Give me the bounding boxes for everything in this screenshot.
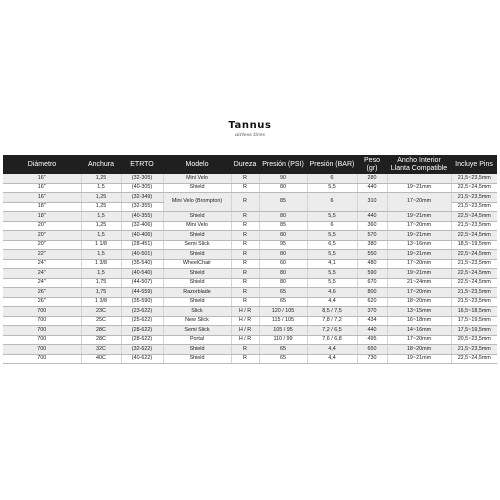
table-cell: 19~21mm (387, 354, 451, 364)
table-cell: 22,5~24,5mm (451, 278, 497, 288)
table-cell: 20,5~23,5mm (451, 335, 497, 345)
table-cell: R (231, 193, 259, 212)
table-cell: Shield (163, 231, 231, 241)
table-cell: 4,4 (307, 345, 357, 355)
table-cell: 16" (3, 183, 81, 193)
table-cell: Shield (163, 269, 231, 279)
column-header: Incluye Pins (451, 155, 497, 174)
table-cell: R (231, 278, 259, 288)
table-cell: 280 (357, 174, 387, 183)
table-cell: 21~24mm (387, 278, 451, 288)
table-cell: 22,5~24,5mm (451, 212, 497, 222)
column-header: Dureza (231, 155, 259, 174)
table-cell: Portal (163, 335, 231, 345)
table-cell: 26" (3, 297, 81, 307)
table-cell: 80 (259, 231, 307, 241)
table-cell: WheelChair (163, 259, 231, 269)
table-cell: 480 (357, 259, 387, 269)
table-cell: 18,5~19,5mm (451, 240, 497, 250)
table-cell: 24" (3, 269, 81, 279)
table-cell: 495 (357, 335, 387, 345)
table-cell: (40-355) (121, 212, 163, 222)
table-cell: 21,5~23,5mm (451, 259, 497, 269)
table-cell: 17,5~19,5mm (451, 326, 497, 336)
table-cell: 115 / 105 (259, 316, 307, 326)
column-header: ETRTO (121, 155, 163, 174)
table-cell: 80 (259, 250, 307, 260)
table-row (3, 345, 497, 355)
table-cell: 1 3/8 (81, 259, 121, 269)
table-cell: 21,5~23,5mm (451, 202, 497, 212)
table-cell: 21,5~23,5mm (451, 345, 497, 355)
table-cell: 7,2 / 6,5 (307, 326, 357, 336)
table-cell: 85 (259, 193, 307, 212)
table-cell: R (231, 269, 259, 279)
table-cell: 23C (81, 307, 121, 317)
table-cell: R (231, 288, 259, 298)
table-cell: 80 (259, 183, 307, 193)
table-cell: (40-501) (121, 250, 163, 260)
table-cell: 1,25 (81, 193, 121, 203)
table-cell: (32-349) (121, 193, 163, 203)
table-cell: Mini Velo (163, 174, 231, 183)
table-cell: 19~21mm (387, 269, 451, 279)
column-header: Ancho Interior Llanta Compatible (387, 155, 451, 174)
table-cell: (35-590) (121, 297, 163, 307)
table-row (3, 250, 497, 260)
table-cell: 80 (259, 212, 307, 222)
table-cell: 7,8 / 7,2 (307, 316, 357, 326)
table-cell: 1 3/8 (81, 297, 121, 307)
table-cell: R (231, 259, 259, 269)
table-cell: 22,5~24,5mm (451, 183, 497, 193)
table-cell: (32-355) (121, 202, 163, 212)
table-cell: 80 (259, 269, 307, 279)
table-cell: Shield (163, 278, 231, 288)
table-row (3, 174, 497, 183)
brand-header (0, 120, 500, 138)
table-cell: 6 (307, 221, 357, 231)
table-cell: R (231, 250, 259, 260)
table-cell: 5,5 (307, 278, 357, 288)
table-row (3, 307, 497, 317)
table-cell: 434 (357, 316, 387, 326)
table-cell: 700 (3, 335, 81, 345)
brand-logo: Tannus (228, 120, 272, 131)
table-header (3, 155, 497, 174)
table-row (3, 297, 497, 307)
table-cell: 85 (259, 221, 307, 231)
table-cell: (40-540) (121, 269, 163, 279)
table-cell: 19~21mm (387, 212, 451, 222)
table-cell: Semi Slick (163, 326, 231, 336)
table-cell: 5,5 (307, 183, 357, 193)
table-cell: 40C (81, 354, 121, 364)
table-cell: R (231, 354, 259, 364)
table-cell: 370 (357, 307, 387, 317)
table-cell: 730 (357, 354, 387, 364)
table-cell: (44-507) (121, 278, 163, 288)
table-cell: R (231, 297, 259, 307)
table-row (3, 269, 497, 279)
table-cell: 570 (357, 231, 387, 241)
table-cell: (32-622) (121, 345, 163, 355)
table-cell: 17~20mm (387, 335, 451, 345)
table-cell: 4,6 (307, 288, 357, 298)
table-cell: Mini Velo (Brompton) (163, 193, 231, 212)
table-row (3, 288, 497, 298)
table-cell: 360 (357, 221, 387, 231)
table-cell: 1,5 (81, 250, 121, 260)
table-cell: 590 (357, 269, 387, 279)
table-cell: 16~18mm (387, 316, 451, 326)
table-cell: 650 (357, 345, 387, 355)
table-cell: 16,5~18,5mm (451, 307, 497, 317)
table-cell: Shield (163, 297, 231, 307)
table-cell: 22,5~24,5mm (451, 231, 497, 241)
table-row (3, 231, 497, 241)
table-cell: H / R (231, 335, 259, 345)
table-cell: 28C (81, 326, 121, 336)
table-cell: 18" (3, 202, 81, 212)
table-cell: 440 (357, 326, 387, 336)
table-cell: H / R (231, 326, 259, 336)
table-cell: 5,5 (307, 231, 357, 241)
table-cell: 26" (3, 288, 81, 298)
table-cell: 6,5 (307, 240, 357, 250)
column-header: Peso (gr) (357, 155, 387, 174)
table-cell: 550 (357, 250, 387, 260)
table-cell: 800 (357, 288, 387, 298)
table-cell: 65 (259, 297, 307, 307)
table-cell: 700 (3, 354, 81, 364)
table-cell: 700 (3, 316, 81, 326)
column-header: Anchura (81, 155, 121, 174)
table-cell: 1,75 (81, 278, 121, 288)
table-cell: 110 / 99 (259, 335, 307, 345)
table-cell: 22,5~24,5mm (451, 354, 497, 364)
table-row (3, 212, 497, 222)
table-cell: 65 (259, 354, 307, 364)
table-cell: 4,4 (307, 297, 357, 307)
table-cell: 8,5 / 7,5 (307, 307, 357, 317)
table-cell: R (231, 221, 259, 231)
table-cell: H / R (231, 307, 259, 317)
table-cell: 21,5~23,5mm (451, 221, 497, 231)
table-cell: Shield (163, 183, 231, 193)
table-cell: (35-540) (121, 259, 163, 269)
table-cell: 18" (3, 212, 81, 222)
table-cell: 4,4 (307, 354, 357, 364)
table-cell: 5,5 (307, 250, 357, 260)
table-cell: Shield (163, 212, 231, 222)
table-cell: 1,5 (81, 183, 121, 193)
table-cell: 24" (3, 259, 81, 269)
table-cell: Razorblade (163, 288, 231, 298)
table-cell: 20" (3, 240, 81, 250)
table-row (3, 240, 497, 250)
table-cell: 90 (259, 174, 307, 183)
table-cell: 17~20mm (387, 259, 451, 269)
table-cell: 17~20mm (387, 288, 451, 298)
table-cell: 19~21mm (387, 231, 451, 241)
table-cell: 22,5~24,5mm (451, 250, 497, 260)
table-row (3, 326, 497, 336)
table-cell: (32-305) (121, 174, 163, 183)
table-cell: 95 (259, 240, 307, 250)
table-cell: Shield (163, 354, 231, 364)
table-cell: 5,5 (307, 269, 357, 279)
table-cell: (40-406) (121, 231, 163, 241)
table-cell: 13~15mm (387, 307, 451, 317)
column-header: Presión (BAR) (307, 155, 357, 174)
table-cell: 700 (3, 307, 81, 317)
table-cell: 1,25 (81, 174, 121, 183)
table-cell: 21,5~23,5mm (451, 174, 497, 183)
table-cell: Mini Velo (163, 221, 231, 231)
table-row (3, 221, 497, 231)
table-cell: 1 1/8 (81, 240, 121, 250)
column-header: Presión (PSI) (259, 155, 307, 174)
table-cell: (32-406) (121, 221, 163, 231)
table-cell: 7,6 / 6,8 (307, 335, 357, 345)
table-cell: 105 / 95 (259, 326, 307, 336)
table-cell: 18~20mm (387, 297, 451, 307)
table-cell: 16" (3, 174, 81, 183)
table-cell: 60 (259, 259, 307, 269)
table-cell: 670 (357, 278, 387, 288)
table-row (3, 316, 497, 326)
table-cell: Shield (163, 345, 231, 355)
table-cell: 6 (307, 193, 357, 212)
table-cell: 700 (3, 326, 81, 336)
table-cell: 21,5~23,5mm (451, 297, 497, 307)
table-cell: 28C (81, 335, 121, 345)
table-cell: 1,75 (81, 288, 121, 298)
table-cell: 1,25 (81, 221, 121, 231)
table-cell: 20" (3, 231, 81, 241)
table-cell: Slick (163, 307, 231, 317)
table-row (3, 259, 497, 269)
table-cell: (44-559) (121, 288, 163, 298)
table-row (3, 278, 497, 288)
table-cell: 65 (259, 345, 307, 355)
table-cell: (25-622) (121, 316, 163, 326)
table-row (3, 193, 497, 203)
table-cell: 1,25 (81, 202, 121, 212)
column-header: Modelo (163, 155, 231, 174)
table-cell: 440 (357, 212, 387, 222)
table-cell: 310 (357, 193, 387, 212)
table-cell: 21,5~23,5mm (451, 193, 497, 203)
table-cell: R (231, 212, 259, 222)
table-cell: R (231, 345, 259, 355)
table-cell: 80 (259, 278, 307, 288)
table-cell: (23-622) (121, 307, 163, 317)
brand-tagline: airless tires (235, 132, 265, 138)
table-cell: 620 (357, 297, 387, 307)
table-cell: 20" (3, 221, 81, 231)
table-cell: 1,5 (81, 212, 121, 222)
table-cell: 22" (3, 250, 81, 260)
table-cell: 700 (3, 345, 81, 355)
table-cell (387, 174, 451, 183)
table-cell: 21,5~23,5mm (451, 288, 497, 298)
table-cell: 1,5 (81, 269, 121, 279)
table-cell: 380 (357, 240, 387, 250)
table-cell: 14~16mm (387, 326, 451, 336)
table-cell: 19~21mm (387, 250, 451, 260)
table-cell: 4,1 (307, 259, 357, 269)
table-cell: 17~20mm (387, 221, 451, 231)
table-cell: H / R (231, 316, 259, 326)
table-cell: New Slick (163, 316, 231, 326)
table-cell: R (231, 183, 259, 193)
table-cell: R (231, 231, 259, 241)
table-cell: 17,5~19,5mm (451, 316, 497, 326)
table-row (3, 183, 497, 193)
table-cell: 1,5 (81, 231, 121, 241)
table-cell: 6 (307, 174, 357, 183)
table-cell: 24" (3, 278, 81, 288)
table-body (3, 174, 497, 364)
table-cell: (28-451) (121, 240, 163, 250)
table-cell: 18~20mm (387, 345, 451, 355)
table-cell: Semi Slick (163, 240, 231, 250)
table-cell: (28-622) (121, 326, 163, 336)
table-cell: 32C (81, 345, 121, 355)
table-cell: R (231, 240, 259, 250)
table-cell: 13~16mm (387, 240, 451, 250)
table-cell: 25C (81, 316, 121, 326)
table-cell: 17~20mm (387, 193, 451, 212)
table-cell: Shield (163, 250, 231, 260)
table-cell: (40-305) (121, 183, 163, 193)
table-cell: (40-622) (121, 354, 163, 364)
column-header: Diámetro (3, 155, 81, 174)
table-cell: 19~21mm (387, 183, 451, 193)
table-cell: 440 (357, 183, 387, 193)
table-cell: 65 (259, 288, 307, 298)
tire-spec-table (3, 155, 497, 364)
table-cell: 22,5~24,5mm (451, 269, 497, 279)
table-cell: 5,5 (307, 212, 357, 222)
table-row (3, 335, 497, 345)
table-cell: (28-622) (121, 335, 163, 345)
table-cell: 16" (3, 193, 81, 203)
table-row (3, 354, 497, 364)
table-cell: 120 / 105 (259, 307, 307, 317)
table-cell: R (231, 174, 259, 183)
